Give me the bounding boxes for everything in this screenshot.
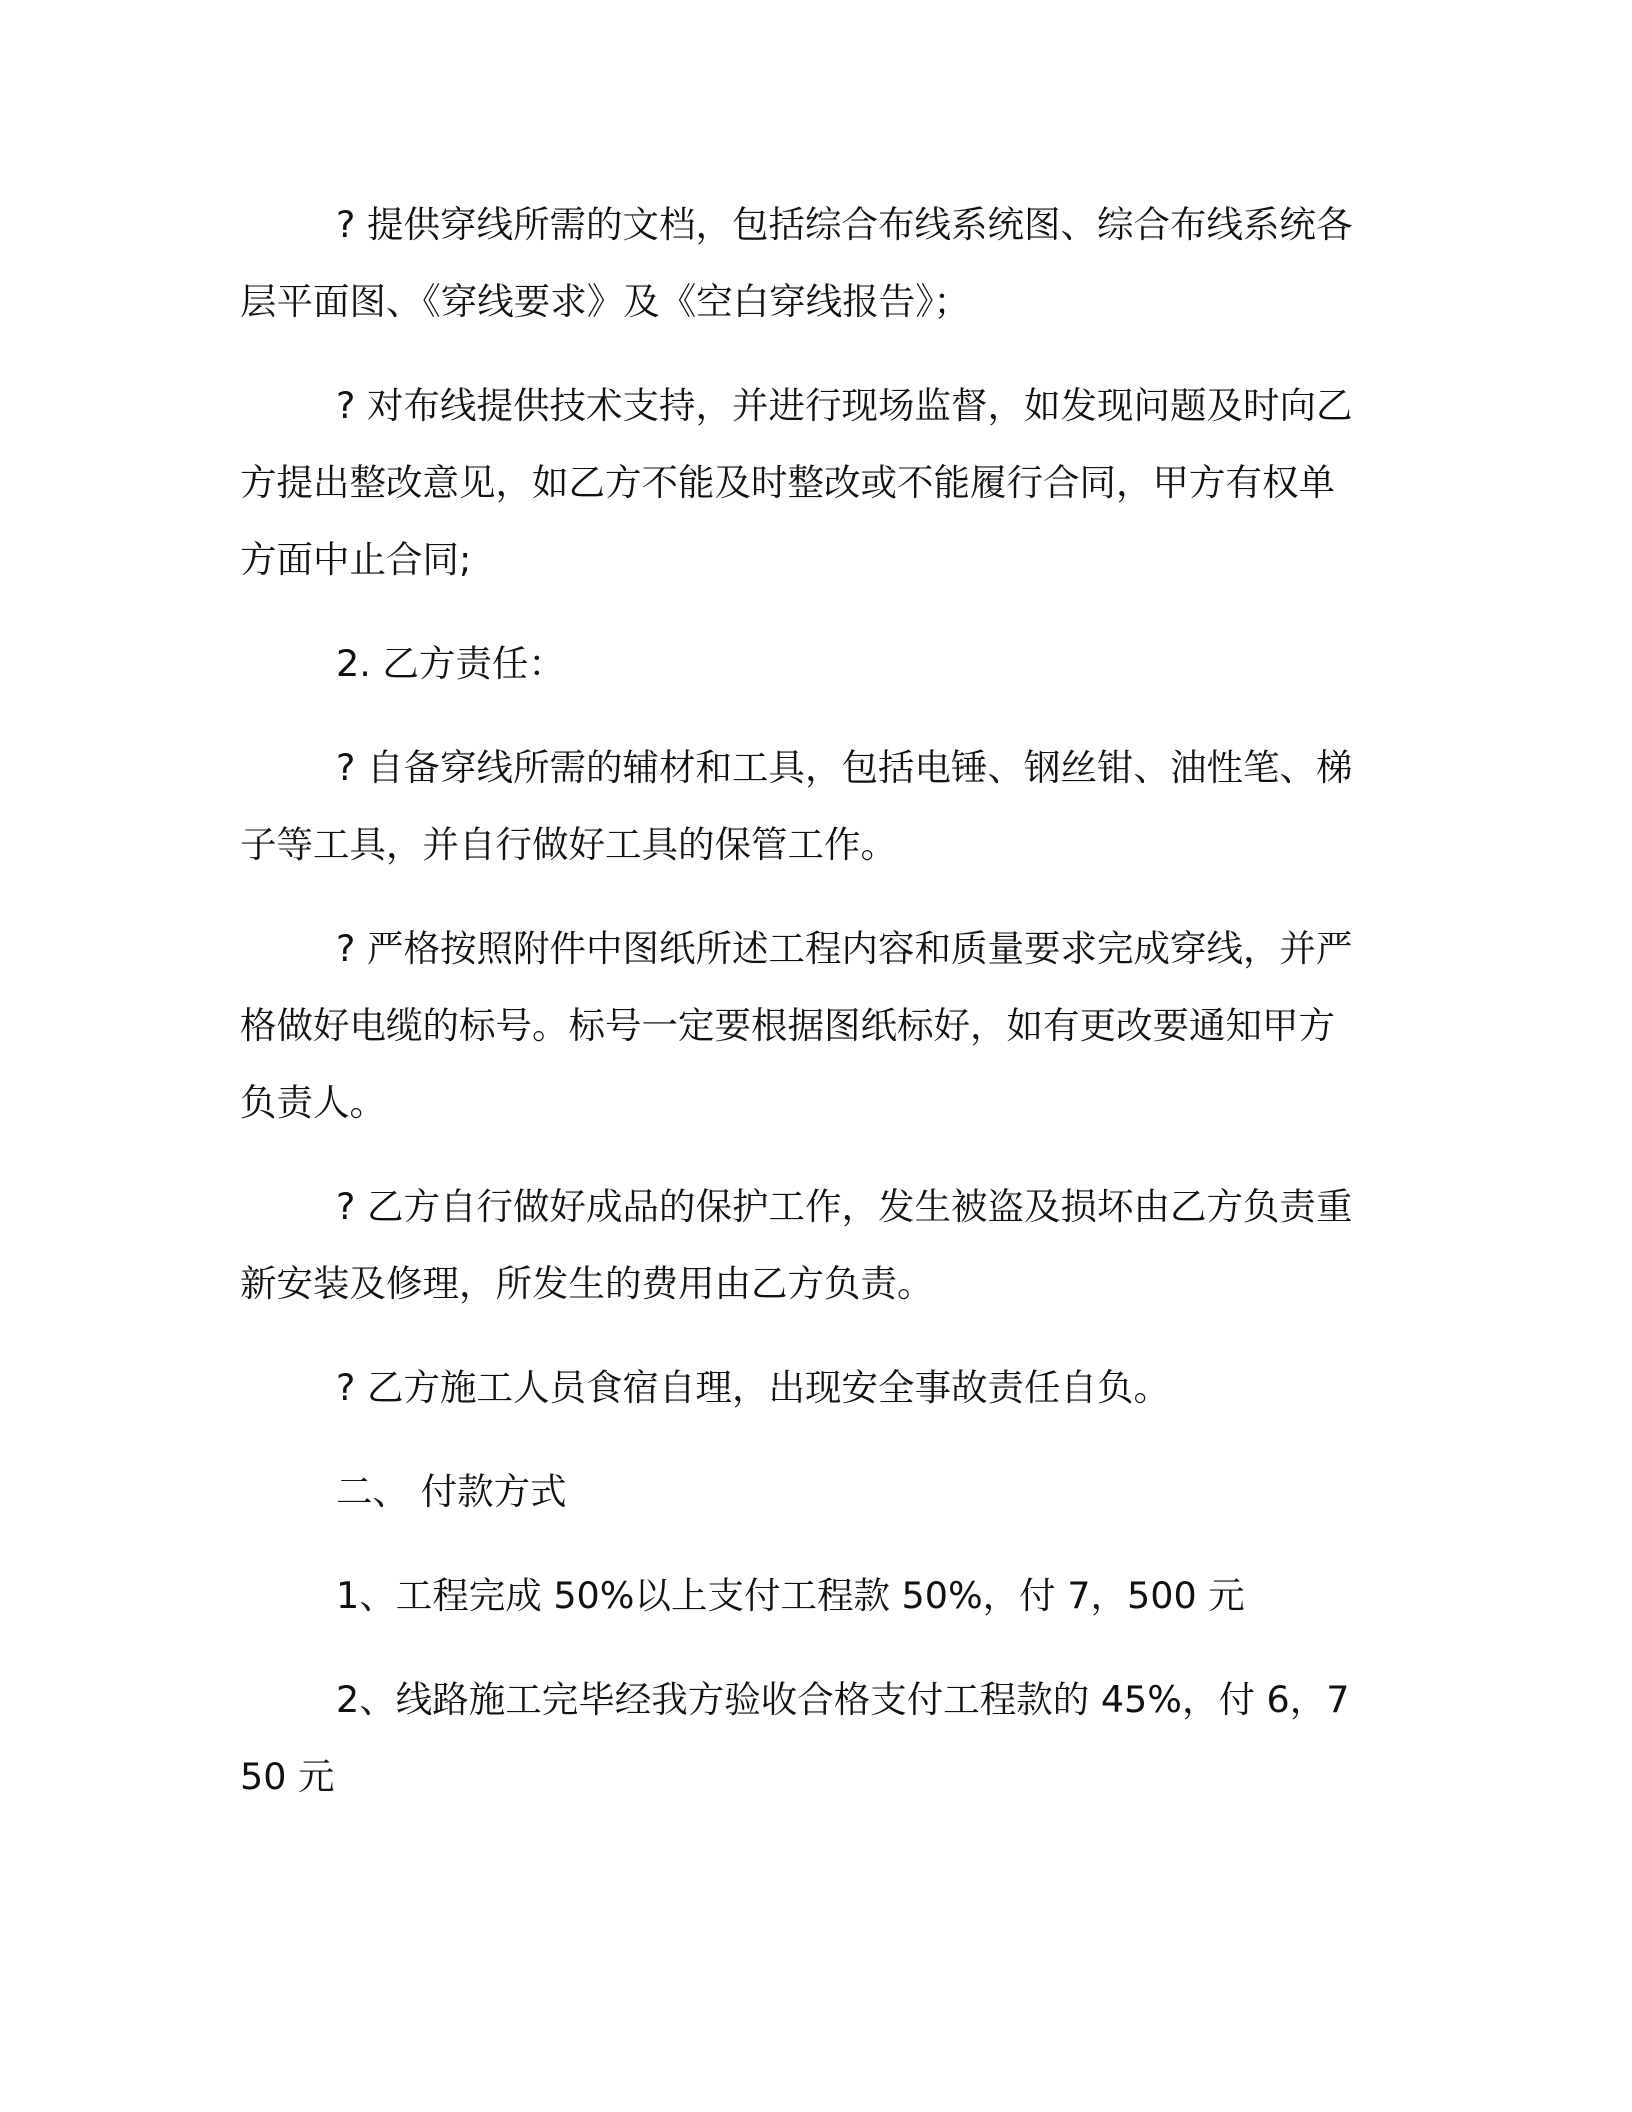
paragraph-quality-requirements: ? 严格按照附件中图纸所述工程内容和质量要求完成穿线，并严格做好电缆的标号。标号一定要根据图纸标好，如有更改要通知甲方负责人。 <box>240 927 1353 1124</box>
paragraph-document-provision: ? 提供穿线所需的文档，包括综合布线系统图、综合布线系统各层平面图、《穿线要求》及《空白穿线报告》； <box>240 203 1353 323</box>
document-body <box>240 186 1366 1842</box>
paragraph-payment-second: 2、线路施工完毕经我方验收合格支付工程款的 45%，付 6，750 元 <box>240 1678 1350 1798</box>
paragraph-party-b-heading: 2. 乙方责任： <box>336 642 565 685</box>
paragraph-product-protection: ? 乙方自行做好成品的保护工作，发生被盗及损坏由乙方负责重新安装及修理，所发生的费用由乙方负责。 <box>240 1185 1353 1305</box>
paragraph-technical-support: ? 对布线提供技术支持，并进行现场监督，如发现问题及时向乙方提出整改意见，如乙方不能及时整改或不能履行合同，甲方有权单方面中止合同; <box>240 384 1353 581</box>
paragraph-tools: ? 自备穿线所需的辅材和工具，包括电锤、钢丝钳、油性笔、梯子等工具，并自行做好工具的保管工作。 <box>240 746 1353 866</box>
paragraph-worker-accommodation: ? 乙方施工人员食宿自理，出现安全事故责任自负。 <box>336 1366 1170 1409</box>
paragraph-payment-heading: 二、 付款方式 <box>336 1470 567 1513</box>
paragraph-payment-first: 1、工程完成 50%以上支付工程款 50%，付 7，500 元 <box>336 1574 1245 1617</box>
